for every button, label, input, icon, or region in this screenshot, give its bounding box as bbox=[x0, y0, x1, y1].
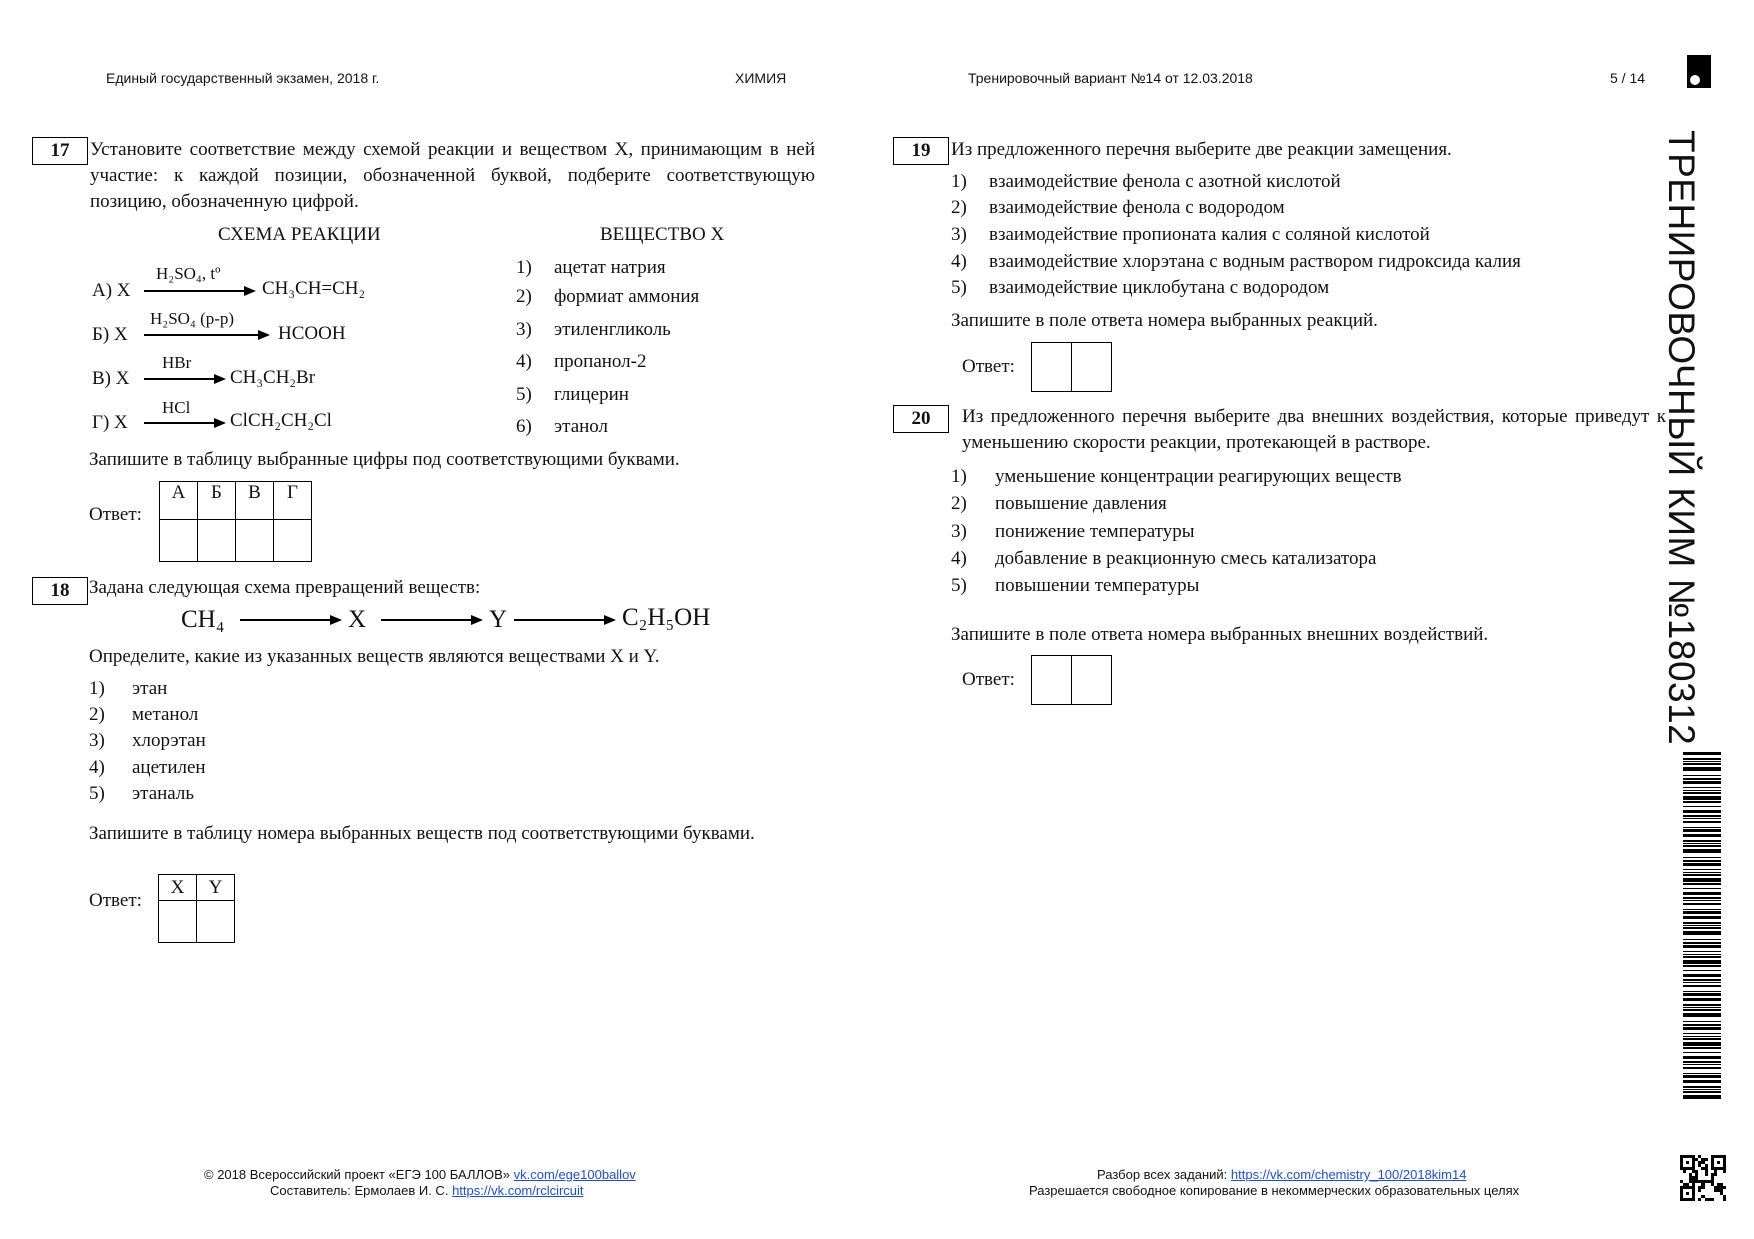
barcode-stripe bbox=[1683, 874, 1721, 876]
q17-substance-1: 1) ацетат натрия bbox=[516, 257, 666, 278]
barcode-stripe bbox=[1683, 965, 1721, 967]
q20-answer-cell-2[interactable] bbox=[1072, 656, 1112, 705]
barcode-stripe bbox=[1683, 954, 1721, 955]
q18-question: Определите, какие из указанных веществ являются веществами X и Y. bbox=[89, 646, 660, 667]
header-variant: Тренировочный вариант №14 от 12.03.2018 bbox=[968, 70, 1253, 86]
barcode-stripe bbox=[1683, 752, 1721, 755]
barcode-stripe bbox=[1683, 911, 1721, 914]
barcode-stripe bbox=[1683, 931, 1721, 935]
barcode-stripe bbox=[1683, 843, 1721, 844]
barcode-stripe bbox=[1683, 1089, 1721, 1090]
qr-module bbox=[1701, 1186, 1704, 1189]
qr-module bbox=[1723, 1186, 1726, 1189]
barcode-stripe bbox=[1683, 888, 1721, 889]
barcode-stripe bbox=[1683, 909, 1721, 910]
chain-arrow-icon bbox=[514, 619, 614, 621]
q19-option-3: 3) взаимодействие пропионата калия с соляной кислотой bbox=[951, 224, 1430, 245]
barcode-stripe bbox=[1683, 927, 1721, 929]
footer-copyright: © 2018 Всероссийский проект «ЕГЭ 100 БАЛЛОВ» bbox=[204, 1167, 511, 1182]
q20-option-3: 3) понижение температуры bbox=[951, 521, 1195, 542]
barcode-stripe bbox=[1683, 1056, 1721, 1059]
barcode-stripe bbox=[1683, 1024, 1721, 1026]
reaction-condition: HCl bbox=[162, 398, 191, 417]
barcode-stripe bbox=[1683, 872, 1721, 873]
barcode-stripe bbox=[1683, 821, 1721, 823]
q17-substance-6: 6) этанол bbox=[516, 416, 609, 437]
barcode-stripe bbox=[1683, 993, 1721, 996]
q17-answer-cell-d[interactable] bbox=[274, 520, 312, 562]
chain-end: C₂H₅OH bbox=[622, 604, 711, 631]
barcode-stripe bbox=[1683, 1095, 1721, 1099]
reaction-arrow-icon bbox=[144, 422, 224, 424]
barcode-stripe bbox=[1683, 956, 1721, 958]
barcode-stripe bbox=[1683, 1047, 1721, 1049]
q17-instruction: Запишите в таблицу выбранные цифры под соответствующими буквами. bbox=[89, 449, 680, 470]
barcode-stripe bbox=[1683, 878, 1721, 882]
q17-answer-label: Ответ: bbox=[89, 504, 142, 525]
footer-author: Составитель: Ермолаев И. С. bbox=[270, 1183, 449, 1198]
barcode-stripe bbox=[1683, 998, 1721, 1001]
barcode-stripe bbox=[1683, 801, 1721, 803]
barcode-stripe bbox=[1683, 942, 1721, 944]
q19-answer-cell-1[interactable] bbox=[1032, 343, 1072, 392]
qr-module bbox=[1705, 1158, 1708, 1161]
barcode-stripe bbox=[1683, 951, 1721, 952]
chain-y: Y bbox=[489, 606, 508, 633]
reaction-condition: H₂SO₄ (р-р) bbox=[150, 309, 235, 328]
barcode-stripe bbox=[1683, 1013, 1721, 1017]
reaction-arrow-icon bbox=[144, 378, 224, 380]
q17-answer-cell-c[interactable] bbox=[236, 520, 274, 562]
barcode-stripe bbox=[1683, 1080, 1721, 1083]
barcode-stripe bbox=[1683, 1091, 1721, 1093]
barcode-stripe bbox=[1683, 991, 1721, 992]
qr-module bbox=[1723, 1198, 1726, 1201]
barcode-stripe bbox=[1683, 1061, 1721, 1063]
qr-module bbox=[1686, 1161, 1689, 1164]
q19-answer-table bbox=[1031, 342, 1112, 392]
q18-header-y: Y bbox=[197, 875, 235, 901]
qr-module bbox=[1683, 1170, 1686, 1173]
barcode-stripe bbox=[1683, 1052, 1721, 1053]
barcode-stripe bbox=[1683, 883, 1721, 885]
barcode-stripe bbox=[1683, 860, 1721, 862]
barcode-stripe bbox=[1683, 922, 1721, 924]
question-17-number: 17 bbox=[32, 137, 88, 165]
barcode-stripe bbox=[1683, 1038, 1721, 1040]
q17-header-a: А bbox=[160, 482, 198, 520]
q17-col-header-substance: ВЕЩЕСТВО X bbox=[600, 224, 725, 245]
barcode-stripe bbox=[1683, 827, 1721, 828]
reaction-product: CH₃CH=CH₂ bbox=[262, 278, 366, 299]
q17-col-header-reaction: СХЕМА РЕАКЦИИ bbox=[218, 224, 381, 245]
q20-option-2: 2) повышение давления bbox=[951, 493, 1167, 514]
q20-answer-table bbox=[1031, 655, 1112, 705]
barcode-stripe bbox=[1683, 775, 1721, 776]
barcode-stripe bbox=[1683, 945, 1721, 948]
barcode-stripe bbox=[1683, 916, 1721, 919]
q20-instruction: Запишите в поле ответа номера выбранных внешних воздействий. bbox=[951, 624, 1489, 645]
barcode-stripe bbox=[1683, 925, 1721, 926]
qr-module bbox=[1698, 1189, 1701, 1192]
barcode-stripe bbox=[1683, 767, 1721, 771]
question-19-text: Из предложенного перечня выберите две реакции замещения. bbox=[951, 139, 1452, 160]
barcode-stripe bbox=[1683, 796, 1721, 800]
qr-module bbox=[1686, 1192, 1689, 1195]
barcode-stripe bbox=[1683, 792, 1721, 794]
barcode-stripe bbox=[1683, 781, 1721, 784]
barcode-stripe bbox=[1683, 1075, 1721, 1078]
barcode-stripe bbox=[1683, 758, 1721, 760]
question-17-text: Установите соответствие между схемой реакции и веществом X, принимающим в ней участие: к каждой позиции, обозначенной буквой, подберите соответствующую позицию, обозначенную цифрой. bbox=[90, 139, 815, 212]
q18-instruction: Запишите в таблицу номера выбранных веществ под соответствующими буквами. bbox=[89, 823, 755, 844]
barcode-stripe bbox=[1683, 763, 1721, 765]
barcode-stripe bbox=[1683, 970, 1721, 971]
barcode-stripe bbox=[1683, 985, 1721, 987]
q20-option-5: 5) повышении температуры bbox=[951, 575, 1200, 596]
barcode-stripe bbox=[1683, 1004, 1721, 1006]
footer-left-line1 bbox=[204, 1167, 636, 1182]
side-title: ТРЕНИРОВОЧНЫЙ КИМ №180312 bbox=[1661, 130, 1702, 746]
barcode-stripe bbox=[1683, 840, 1721, 842]
reaction-arrow-icon bbox=[144, 334, 268, 336]
reaction-label: В) X bbox=[92, 368, 130, 389]
barcode-stripe bbox=[1683, 1009, 1721, 1011]
reaction-product: ClCH₂CH₂Cl bbox=[230, 410, 332, 431]
chain-x: X bbox=[348, 606, 367, 633]
barcode-stripe bbox=[1683, 845, 1721, 847]
q18-option-3: 3) хлорэтан bbox=[89, 730, 206, 751]
barcode-stripe bbox=[1683, 787, 1721, 788]
barcode-stripe bbox=[1683, 960, 1721, 964]
q18-answer-label: Ответ: bbox=[89, 890, 142, 911]
q18-header-x: X bbox=[159, 875, 197, 901]
barcode-stripe bbox=[1683, 1073, 1721, 1074]
barcode-stripe bbox=[1683, 979, 1721, 981]
reaction-label: Г) X bbox=[92, 412, 128, 433]
footer-project-link[interactable]: vk.com/ege100ballov bbox=[513, 1167, 636, 1182]
barcode-stripe bbox=[1683, 897, 1721, 899]
chain-arrow-icon bbox=[240, 619, 340, 621]
qr-module bbox=[1714, 1173, 1717, 1176]
barcode-stripe bbox=[1683, 806, 1721, 807]
q17-answer-cell-b[interactable] bbox=[198, 520, 236, 562]
qr-module bbox=[1698, 1198, 1701, 1201]
barcode-stripe bbox=[1683, 1086, 1721, 1088]
footer-right-line1 bbox=[1097, 1167, 1466, 1182]
question-20-number: 20 bbox=[893, 405, 949, 433]
question-20-text: Из предложенного перечня выберите два внешних воздействия, которые приведут к уменьшению скорости реакции, протекающей в растворе. bbox=[962, 406, 1666, 453]
footer-copy-permission: Разрешается свободное копирование в некоммерческих образовательных целях bbox=[1029, 1183, 1520, 1198]
q18-option-4: 4) ацетилен bbox=[89, 757, 206, 778]
barcode-stripe bbox=[1683, 790, 1721, 791]
reaction-product: HCOOH bbox=[278, 323, 346, 344]
barcode-stripe bbox=[1683, 1027, 1721, 1030]
q18-option-2: 2) метанол bbox=[89, 704, 199, 725]
q18-answer-cell-y[interactable] bbox=[197, 901, 235, 943]
qr-module bbox=[1692, 1198, 1695, 1201]
q17-header-d: Г bbox=[274, 482, 312, 520]
q17-substance-3: 3) этиленгликоль bbox=[516, 319, 671, 340]
q17-substance-5: 5) глицерин bbox=[516, 384, 629, 405]
q17-substance-4: 4) пропанол-2 bbox=[516, 351, 647, 372]
q20-answer-cell-1[interactable] bbox=[1032, 656, 1072, 705]
q19-answer-cell-2[interactable] bbox=[1072, 343, 1112, 392]
q17-answer-cell-a[interactable] bbox=[160, 520, 198, 562]
reaction-arrow-icon bbox=[144, 290, 254, 292]
q18-answer-cell-x[interactable] bbox=[159, 901, 197, 943]
barcode-stripe bbox=[1683, 900, 1721, 901]
q19-answer-label: Ответ: bbox=[962, 356, 1015, 377]
barcode-stripe bbox=[1683, 834, 1721, 837]
reaction-label: Б) X bbox=[92, 324, 128, 345]
q20-option-4: 4) добавление в реакционную смесь катализатора bbox=[951, 548, 1377, 569]
qr-module bbox=[1723, 1170, 1726, 1173]
question-19-number: 19 bbox=[893, 137, 949, 165]
barcode-stripe bbox=[1683, 1007, 1721, 1008]
q19-option-1: 1) взаимодействие фенола с азотной кислотой bbox=[951, 171, 1341, 192]
barcode bbox=[1683, 752, 1721, 1100]
barcode-stripe bbox=[1683, 818, 1721, 819]
barcode-stripe bbox=[1683, 849, 1721, 853]
header-exam-title: Единый государственный экзамен, 2018 г. bbox=[106, 70, 380, 86]
qr-module bbox=[1711, 1198, 1714, 1201]
header-page-number: 5 / 14 bbox=[1610, 70, 1646, 86]
q19-option-4: 4) взаимодействие хлорэтана с водным раствором гидроксида калия bbox=[951, 251, 1521, 272]
q18-answer-table bbox=[158, 874, 235, 943]
qr-module bbox=[1717, 1161, 1720, 1164]
barcode-stripe bbox=[1683, 1021, 1721, 1022]
footer-left-line2 bbox=[270, 1183, 584, 1198]
qr-code bbox=[1680, 1155, 1726, 1201]
barcode-stripe bbox=[1683, 869, 1721, 870]
question-18-text: Задана следующая схема превращений веществ: bbox=[89, 577, 481, 598]
barcode-stripe bbox=[1683, 982, 1721, 983]
header-subject: ХИМИЯ bbox=[735, 70, 787, 86]
barcode-stripe bbox=[1683, 810, 1721, 813]
barcode-stripe bbox=[1683, 903, 1721, 905]
q17-header-c: В bbox=[236, 482, 274, 520]
barcode-stripe bbox=[1683, 778, 1721, 780]
reaction-product: CH₃CH₂Br bbox=[230, 367, 316, 388]
reaction-condition: H₂SO₄, tº bbox=[156, 264, 221, 283]
q19-option-2: 2) взаимодействие фенола с водородом bbox=[951, 197, 1285, 218]
barcode-stripe bbox=[1683, 892, 1721, 895]
chain-arrow-icon bbox=[381, 619, 481, 621]
barcode-stripe bbox=[1683, 829, 1721, 832]
barcode-stripe bbox=[1683, 761, 1721, 762]
barcode-stripe bbox=[1683, 1042, 1721, 1046]
barcode-stripe bbox=[1683, 863, 1721, 866]
footer-review-label: Разбор всех заданий: bbox=[1097, 1167, 1228, 1182]
q20-option-1: 1) уменьшение концентрации реагирующих веществ bbox=[951, 466, 1402, 487]
chain-start: CH₄ bbox=[181, 606, 225, 633]
footer-review-link[interactable]: https://vk.com/chemistry_100/2018kim14 bbox=[1230, 1167, 1467, 1182]
barcode-stripe bbox=[1683, 939, 1721, 940]
question-18-number: 18 bbox=[32, 577, 88, 605]
reaction-condition: HBr bbox=[162, 353, 192, 372]
barcode-stripe bbox=[1683, 815, 1721, 817]
reaction-label: А) X bbox=[92, 280, 131, 301]
q19-instruction: Запишите в поле ответа номера выбранных реакций. bbox=[951, 310, 1378, 331]
barcode-stripe bbox=[1683, 857, 1721, 858]
barcode-stripe bbox=[1683, 1036, 1721, 1037]
q17-header-b: Б bbox=[198, 482, 236, 520]
qr-module bbox=[1705, 1173, 1708, 1176]
barcode-stripe bbox=[1683, 974, 1721, 977]
footer-author-link[interactable]: https://vk.com/rclcircuit bbox=[452, 1183, 584, 1198]
barcode-stripe bbox=[1683, 1064, 1721, 1065]
q19-option-5: 5) взаимодействие циклобутана с водородом bbox=[951, 277, 1330, 298]
q18-option-5: 5) этаналь bbox=[89, 783, 195, 804]
q20-answer-label: Ответ: bbox=[962, 669, 1015, 690]
barcode-stripe bbox=[1683, 1033, 1721, 1034]
corner-marker-icon bbox=[1687, 55, 1711, 88]
q18-option-1: 1) этан bbox=[89, 678, 168, 699]
barcode-stripe bbox=[1683, 1067, 1721, 1069]
q17-substance-2: 2) формиат аммония bbox=[516, 286, 700, 307]
q17-answer-table bbox=[159, 481, 312, 562]
